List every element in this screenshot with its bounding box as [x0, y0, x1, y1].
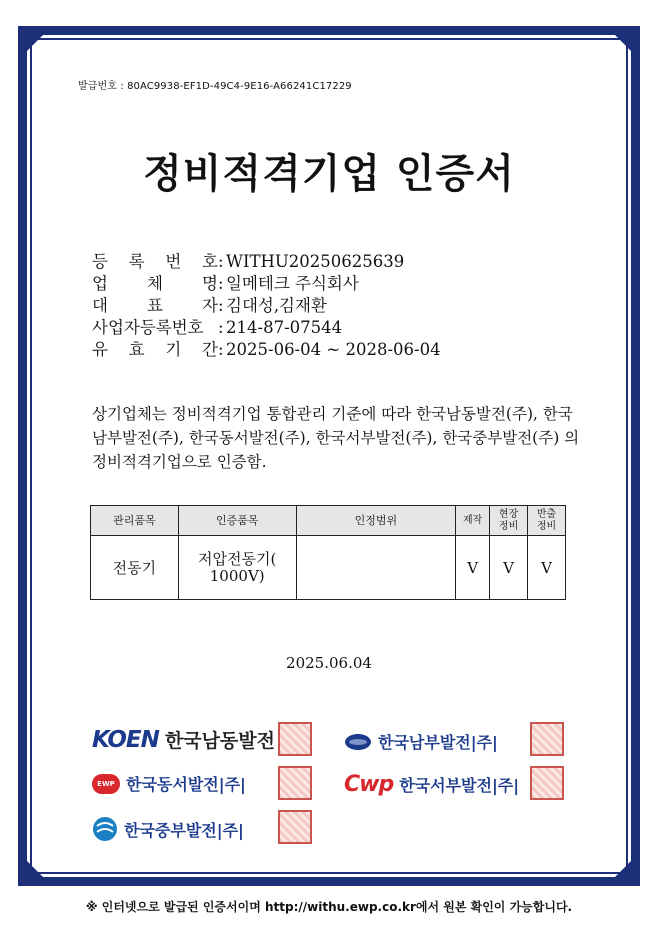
koen-name: 한국남동발전 [164, 730, 275, 752]
kospo-name: 한국남부발전|주| [378, 733, 498, 752]
info-label: 업 체 명 [92, 274, 218, 293]
certificate-title: 정비적격기업 인증서 [143, 150, 515, 197]
table-header: 관리품목 [91, 506, 179, 536]
ewp-mark: EWP [92, 774, 120, 794]
info-row-reg-no: 등 록 번 호 : WITHU20250625639 [92, 252, 405, 271]
info-label: 대 표 자 [92, 296, 218, 315]
table-header: 현장 정비 [490, 506, 528, 536]
koen-mark: KOEN [92, 726, 159, 753]
info-value-biz-no: 214-87-07544 [226, 318, 343, 337]
corner-ornament [606, 26, 640, 60]
info-row-company: 업 체 명 : 일메테크 주식회사 [92, 274, 359, 293]
company-info [92, 251, 441, 361]
issue-date: 2025.06.04 [286, 654, 372, 672]
info-row-validity: 유 효 기 간 : 2025-06-04 ~ 2028-06-04 [92, 340, 441, 359]
kospo-mark-icon [344, 733, 372, 751]
komipo-logo [92, 816, 244, 842]
ewp-name: 한국동서발전|주| [126, 775, 246, 794]
certification-statement: 상기업체는 정비적격기업 통합관리 기준에 따라 한국남동발전(주), 한국남부발전(주), 한국동서발전(주), 한국서부발전(주), 한국중부발전(주) 의 정비적격기업으로 인증함. [92, 405, 580, 471]
corner-ornament [606, 852, 640, 886]
table-cell [296, 536, 456, 600]
komipo-mark-icon [92, 816, 118, 842]
koen-logo [92, 726, 275, 753]
table-header: 제작 [456, 506, 490, 536]
verification-note: ※ 인터넷으로 발급된 인증서이며 http://withu.ewp.co.kr에서 원본 확인이 가능합니다. [85, 900, 573, 914]
table-header: 인증품목 [178, 506, 296, 536]
wp-mark: Cwp [344, 772, 394, 797]
table-cell: 저압전동기( 1000V) [178, 536, 296, 600]
company-seal [530, 722, 564, 756]
table-cell: V [528, 536, 566, 600]
info-value-reg-no: WITHU20250625639 [226, 252, 405, 271]
info-row-biz-no: 사업자등록번호 : 214-87-07544 [92, 318, 343, 337]
issue-number: 발급번호 : 80AC9938-EF1D-49C4-9E16-A66241C17229 [78, 81, 352, 92]
info-label: 유 효 기 간 [92, 340, 218, 359]
info-row-ceo: 대 표 자 : 김대성,김재환 [92, 296, 327, 315]
ewp-logo [92, 772, 246, 795]
company-seal [278, 766, 312, 800]
info-label: 사업자등록번호 [92, 318, 204, 337]
company-seal [278, 722, 312, 756]
info-value-validity: 2025-06-04 ~ 2028-06-04 [226, 340, 441, 359]
kospo-logo [344, 730, 498, 753]
table-cell: V [456, 536, 490, 600]
table-row [91, 536, 566, 600]
wp-name: 한국서부발전|주| [399, 776, 520, 795]
info-value-company: 일메테크 주식회사 [226, 274, 359, 293]
table-cell: 전동기 [91, 536, 179, 600]
corner-ornament [18, 852, 52, 886]
company-seal [278, 810, 312, 844]
komipo-name: 한국중부발전|주| [124, 820, 244, 840]
table-header: 인정범위 [296, 506, 456, 536]
corner-ornament [18, 26, 52, 60]
company-seal [530, 766, 564, 800]
wp-logo [344, 772, 519, 797]
table-header: 반출 정비 [528, 506, 566, 536]
certification-table [90, 505, 566, 600]
table-header-row [91, 506, 566, 536]
info-label: 등 록 번 호 [92, 252, 218, 271]
info-value-ceo: 김대성,김재환 [226, 296, 327, 315]
table-cell: V [490, 536, 528, 600]
